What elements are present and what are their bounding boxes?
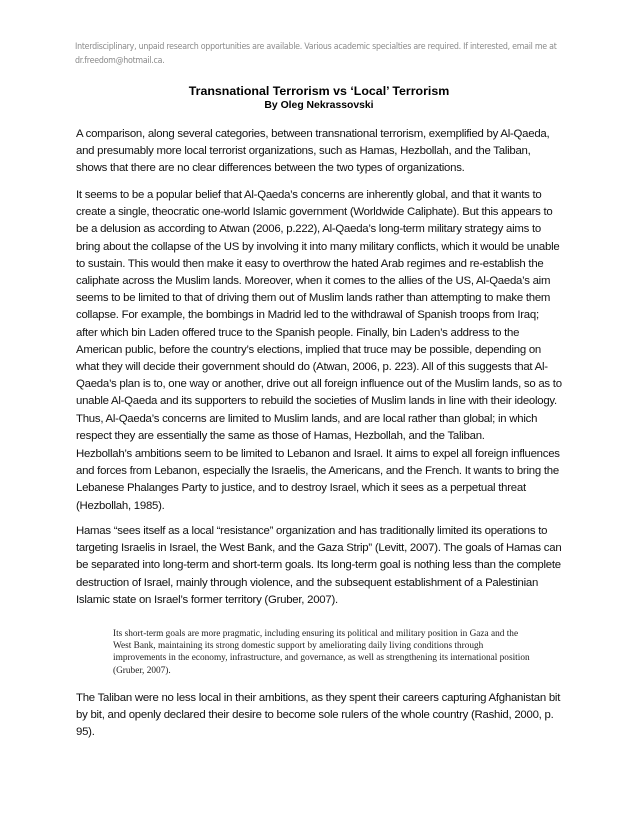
header-note: Interdisciplinary, unpaid research opportunities are available. Various academic specialties are required. If interested, email me at dr.freedom@hotmail.ca. [75,41,557,66]
paragraph-al-qaeda: It seems to be a popular belief that Al-Qaeda’s concerns are inherently global, and that it wants to create a single, theocratic one-world Islamic government (Worldwide Caliphate). But this appears to be a delusion as according to Atwan (2006, p.222), Al-Qaeda’s long-term military strategy aims to bring about the collapse of the US by involving it into many military conflicts, which it would be unable to sustain. This would then make it easy to overthrow the hated Arab regimes and re-establish the caliphate across the Muslim lands. Moreover, when it comes to the allies of the US, Al-Qaeda’s aim seems to be limited to that of driving them out of Muslim lands rather than attempting to make them collapse. For example, the bombings in Madrid led to the withdrawal of Spanish troops from Iraq; after which bin Laden offered truce to the Spanish people. Finally, bin Laden’s address to the American public, before the country’s elections, implied that truce may be possible, depending on what they will decide their government should do (Atwan, 2006, p. 223). All of this suggests that Al-Qaeda’s plan is to, one way or another, drive out all foreign influence out of the Muslim lands, so as to unable Al-Qaeda and its supporters to rebuild the societies of Muslim lands in line with their ideology. Thus, Al-Qaeda’s concerns are limited to Muslim lands, and are local rather than global; in which respect they are essentially the same as those of Hamas, Hezbollah, and the Taliban. [76,189,562,442]
block-quote: Its short-term goals are more pragmatic, including ensuring its political and military position in Gaza and the West Bank, maintaining its strong domestic support by ameliorating daily living conditions through improvements in the economy, infrastructure, and governance, as well as strengthening its international position (Gruber, 2007). [113,629,530,676]
paragraph-taliban: The Taliban were no less local in their ambitions, as they spent their careers capturing Afghanistan bit by bit, and openly declared their desire to become sole rulers of the whole country (Rashid, 2000, p. 95). [76,692,561,739]
paragraph-intro: A comparison, along several categories, between transnational terrorism, exemplified by Al-Qaeda, and presumably more local terrorist organizations, such as Hamas, Hezbollah, and the Taliban, shows that there are no clear differences between the two types of organizations. [76,128,550,175]
document-title: Transnational Terrorism vs ‘Local’ Terrorism [188,84,450,98]
author-byline: By Oleg Nekrassovski [264,100,374,111]
paragraph-hezbollah: Hezbollah’s ambitions seem to be limited to Lebanon and Israel. It aims to expel all foreign influences and forces from Lebanon, especially the Israelis, the Americans, and the French. It wants to bring the Lebanese Phalanges Party to justice, and to destroy Israel, which it sees as a perpetual threat (Hezbollah, 1985). [76,448,560,512]
paragraph-hamas: Hamas “sees itself as a local “resistance” organization and has traditionally limited its operations to targeting Israelis in Israel, the West Bank, and the Gaza Strip” (Levitt, 2007). The goals of Hamas can be separated into long-term and short-term goals. Its long-term goal is nothing less than the complete destruction of Israel, mainly through violence, and the subsequent establishment of a Palestinian Islamic state on Israel’s former territory (Gruber, 2007). [76,525,562,606]
